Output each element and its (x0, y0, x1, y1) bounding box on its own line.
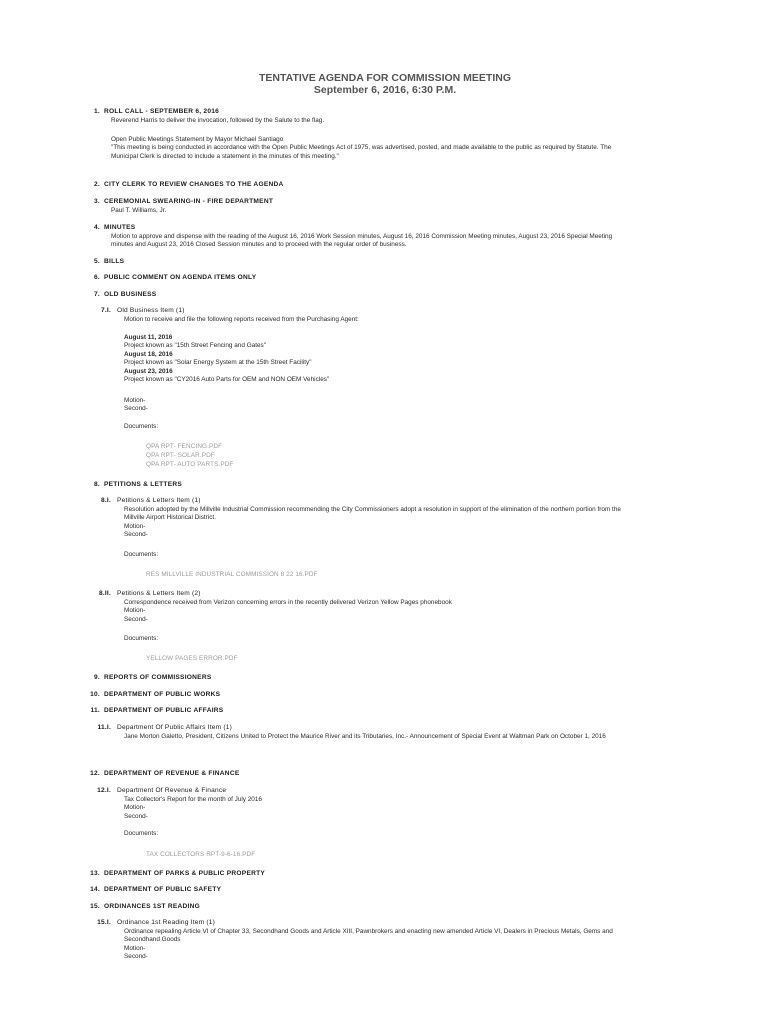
subitem-title: Petitions & Letters Item (1) (117, 497, 201, 504)
section-number: 7. (94, 291, 100, 298)
document-link[interactable]: TAX COLLECTORS RPT-9-6-16.PDF (146, 851, 256, 858)
section-number: 6. (94, 274, 100, 281)
subitem-number: 12.I. (97, 787, 111, 794)
subitem-number: 8.I. (101, 497, 111, 504)
report-project: Project known as "15th Street Fencing and Gates" (124, 342, 267, 350)
document-link[interactable]: YELLOW PAGES ERROR.PDF (146, 655, 238, 662)
section-title: REPORTS OF COMMISSIONERS (104, 674, 212, 681)
section-number: 2. (94, 181, 100, 188)
purchasing-reports (124, 334, 689, 384)
agenda-title: TENTATIVE AGENDA FOR COMMISSION MEETING (259, 72, 511, 84)
subitem-number: 11.I. (97, 724, 111, 731)
subitem-title: Old Business Item (1) (117, 307, 185, 314)
motion-label: Motion- (124, 522, 146, 530)
document-link[interactable]: QPA RPT- SOLAR.PDF (146, 452, 215, 459)
motion-label: Motion- (124, 944, 146, 952)
petition-2-text: Correspondence received from Verizon concerning errors in the recently delivered Verizon Yellow Pages phonebook Motion- Second- (124, 599, 689, 624)
section-number: 12. (90, 770, 100, 777)
section-number: 15. (90, 903, 100, 910)
report-date: August 11, 2016 (124, 334, 173, 341)
swearing-in-text: Paul T. Williams, Jr. (111, 207, 167, 214)
second-label: Second- (124, 812, 148, 820)
petition-1-text: Resolution adopted by the Millville Industrial Commission recommending the City Commissioners adopt a resolution in support of the elimination of the northern portion from the Millville Airport Historical District. Motion- Second- (124, 506, 689, 540)
section-number: 1. (94, 108, 100, 115)
minutes-text: Motion to approve and dispense with the reading of the August 16, 2016 Work Session minutes, August 16, 2016 Commission Meeting minutes, August 23, 2016 Special Meeting minutes and August 23, 2016 Closed Session minutes and to proceed with the regular order of business. (111, 233, 613, 249)
subitem-title: Department Of Public Affairs Item (1) (117, 724, 233, 731)
section-number: 4. (94, 224, 100, 231)
subitem-title: Department Of Revenue & Finance (117, 787, 227, 794)
documents-label: Documents: (124, 830, 159, 837)
section-title: MINUTES (104, 224, 136, 231)
section-title: DEPARTMENT OF PUBLIC AFFAIRS (104, 707, 224, 714)
section-number: 8. (94, 481, 100, 488)
section-title: BILLS (104, 258, 125, 265)
section-title: ORDINANCES 1ST READING (104, 903, 200, 910)
document-link[interactable]: RES MILLVILLE INDUSTRIAL COMMISSION 8 22 16.PDF (146, 571, 318, 578)
section-number: 13. (90, 870, 100, 877)
motion-label: Motion- (124, 804, 146, 812)
report-date: August 18, 2016 (124, 350, 173, 358)
subitem-title: Ordinance 1st Reading Item (1) (117, 919, 215, 926)
motion-label: Motion- (124, 397, 146, 404)
report-date: August 23, 2016 (124, 367, 173, 375)
motion-label: Motion- (124, 607, 146, 615)
old-business-text: Motion to receive and file the following reports received from the Purchasing Agent: (124, 316, 359, 323)
document-link[interactable]: QPA RPT- AUTO PARTS.PDF (146, 461, 234, 468)
second-label: Second- (124, 615, 148, 623)
section-title: PUBLIC COMMENT ON AGENDA ITEMS ONLY (104, 274, 257, 281)
section-title: ROLL CALL - SEPTEMBER 6, 2016 (104, 108, 220, 115)
documents-label: Documents: (124, 423, 159, 430)
document-link[interactable]: QPA RPT- FENCING.PDF (146, 443, 223, 450)
section-title: DEPARTMENT OF PARKS & PUBLIC PROPERTY (104, 870, 266, 877)
open-meetings-statement: Open Public Meetings Statement by Mayor Michael Santiago "This meeting is being conducted in accordance with the Open Public Meetings Act of 1975, was advertised, posted, and made available to the public as required by Statute. The Municipal Clerk is directed to include a statement in the minutes of this meeting." (111, 136, 612, 160)
section-number: 3. (94, 198, 100, 205)
motion-block (124, 397, 689, 414)
report-project: Project known as "CY2016 Auto Parts for OEM and NON OEM Vehicles" (124, 376, 330, 384)
section-title: DEPARTMENT OF PUBLIC SAFETY (104, 886, 222, 893)
roll-call-text: Reverend Harris to deliver the invocation, followed by the Salute to the flag. (111, 117, 325, 124)
subitem-number: 7.I. (101, 307, 111, 314)
public-affairs-text: Jane Morton Galetto, President, Citizens United to Protect the Maurice River and its Tributaries, Inc.- Announcement of Special Event at Waltman Park on October 1, 2016 (124, 733, 606, 740)
agenda-date: September 6, 2016, 6:30 P.M. (313, 84, 457, 96)
documents-label: Documents: (124, 635, 159, 642)
revenue-text: Tax Collector's Report for the month of July 2016 Motion- Second- (124, 796, 689, 821)
subitem-number: 8.II. (99, 590, 111, 597)
section-number: 9. (94, 674, 100, 681)
section-number: 11. (90, 707, 100, 714)
second-label: Second- (124, 531, 148, 539)
section-number: 14. (90, 886, 100, 893)
section-title: CEREMONIAL SWEARING-IN - FIRE DEPARTMENT (104, 198, 274, 205)
documents-label: Documents: (124, 551, 159, 558)
section-title: DEPARTMENT OF PUBLIC WORKS (104, 691, 221, 698)
subitem-number: 15.I. (97, 919, 111, 926)
second-label: Second- (124, 405, 148, 413)
section-number: 10. (90, 691, 100, 698)
section-title: DEPARTMENT OF REVENUE & FINANCE (104, 770, 240, 777)
section-number: 5. (94, 258, 100, 265)
second-label: Second- (124, 953, 148, 961)
section-title: OLD BUSINESS (104, 291, 157, 298)
report-project: Project known as "Solar Energy System at the 15th Street Facility" (124, 359, 312, 367)
section-title: PETITIONS & LETTERS (104, 481, 183, 488)
subitem-title: Petitions & Letters Item (2) (117, 590, 201, 597)
ordinance-text: Ordinance repealing Article VI of Chapter 33, Secondhand Goods and Article XIII, Pawnbrokers and enacting new amended Article VI, Dealers in Precious Metals, Gems and Secondhand Goods Motion- Second- (124, 928, 689, 962)
section-title: CITY CLERK TO REVIEW CHANGES TO THE AGENDA (104, 181, 284, 188)
